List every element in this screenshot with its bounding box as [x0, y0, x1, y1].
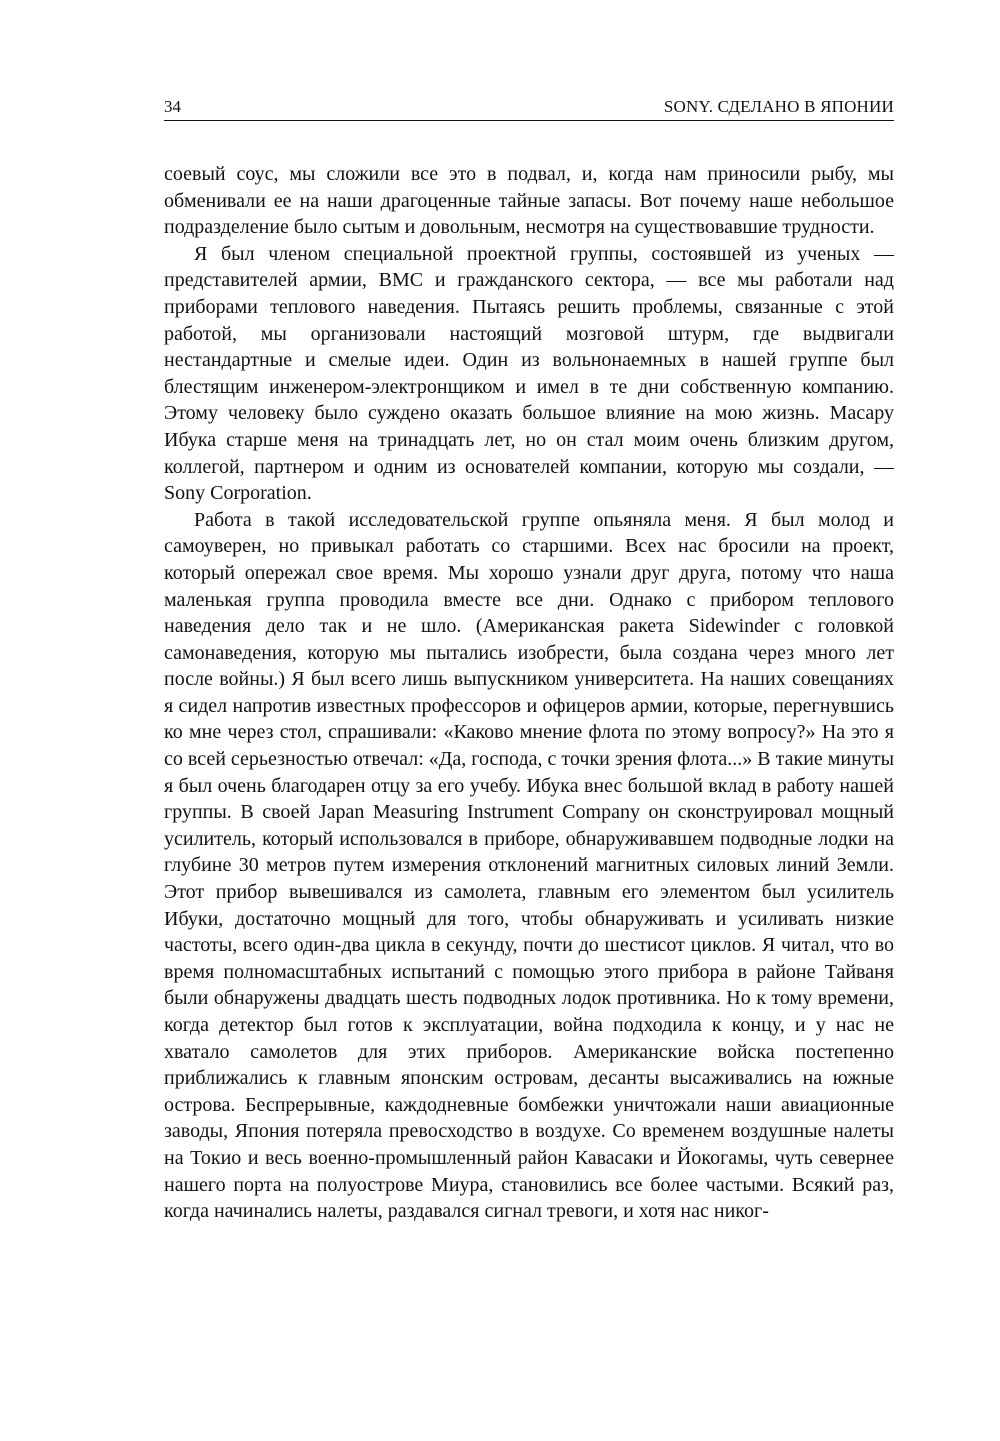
body-text: [164, 161, 894, 1225]
book-page: [164, 96, 894, 1225]
paragraph-continuation: соевый соус, мы сложили все это в подвал, и, когда нам приносили рыбу, мы обменивали ее на наши драгоценные тайные запасы. Вот почему наше небольшое подразделение было сытым и довольным, несмотря на существовавшие трудности.: [164, 163, 894, 239]
page-number: 34: [164, 97, 181, 116]
paragraph: Я был членом специальной проектной группы, состоявшей из ученых — представителей армии, ВМС и гражданского сектора, — все мы работали над приборами теплового наведения. Пытаясь решить проблемы, связанные с этой работой, мы организовали настоящий мозговой штурм, где выдвигали нестандартные и смелые идеи. Один из вольнонаемных в нашей группе был блестящим инженером-электронщиком и имел в те дни собственную компанию. Этому человеку было суждено оказать большое влияние на мою жизнь. Масару Ибука старше меня на тринадцать лет, но он стал моим очень близким другом, коллегой, партнером и одним из основателей компании, которую мы создали, — Sony Corporation.: [164, 242, 894, 505]
paragraph: Работа в такой исследовательской группе опьяняла меня. Я был молод и самоуверен, но привыкал работать со старшими. Всех нас бросили на проект, который опережал свое время. Мы хорошо узнали друг друга, потому что наша маленькая группа проводила вместе все дни. Однако с прибором теплового наведения дело так и не шло. (Американская ракета Sidewinder с головкой самонаведения, которую мы пытались изобрести, была создана через много лет после войны.) Я был всего лишь выпускником университета. На наших совещаниях я сидел напротив известных профессоров и офицеров армии, которые, перегнувшись ко мне через стол, спрашивали: «Каково мнение флота по этому вопросу?» На это я со всей серьезностью отвечал: «Да, господа, с точки зрения флота...» В такие минуты я был очень благодарен отцу за его учебу. Ибука внес большой вклад в работу нашей группы. В своей Japan Measuring Instrument Company он сконструировал мощный усилитель, который использовался в приборе, обнаруживавшем подводные лодки на глубине 30 метров путем измерения отклонений магнитных силовых линий Земли. Этот прибор вывешивался из самолета, главным его элементом был усилитель Ибуки, достаточно мощный для того, чтобы обнаруживать и усиливать низкие частоты, всего один-два цикла в секунду, почти до шестисот циклов. Я читал, что во время полномасштабных испытаний с помощью этого прибора в районе Тайваня были обнаружены двадцать шесть подводных лодок противника. Но к тому времени, когда детектор был готов к эксплуатации, война подходила к концу, и у нас не хватало самолетов для этих приборов. Американские войска постепенно приближались к главным японским островам, десанты высаживались на южные острова. Беспрерывные, каждодневные бомбежки уничтожали наши авиационные заводы, Япония потеряла превосходство в воздухе. Со временем воздушные налеты на Токио и весь военно-промышленный район Кавасаки и Йокогамы, чуть севернее нашего порта на полуострове Миура, становились все более частыми. Всякий раз, когда начинались налеты, раздавался сигнал тревоги, и хотя нас никог-: [164, 508, 895, 1223]
running-title: SONY. СДЕЛАНО В ЯПОНИИ: [663, 97, 894, 116]
running-header: [164, 96, 894, 121]
